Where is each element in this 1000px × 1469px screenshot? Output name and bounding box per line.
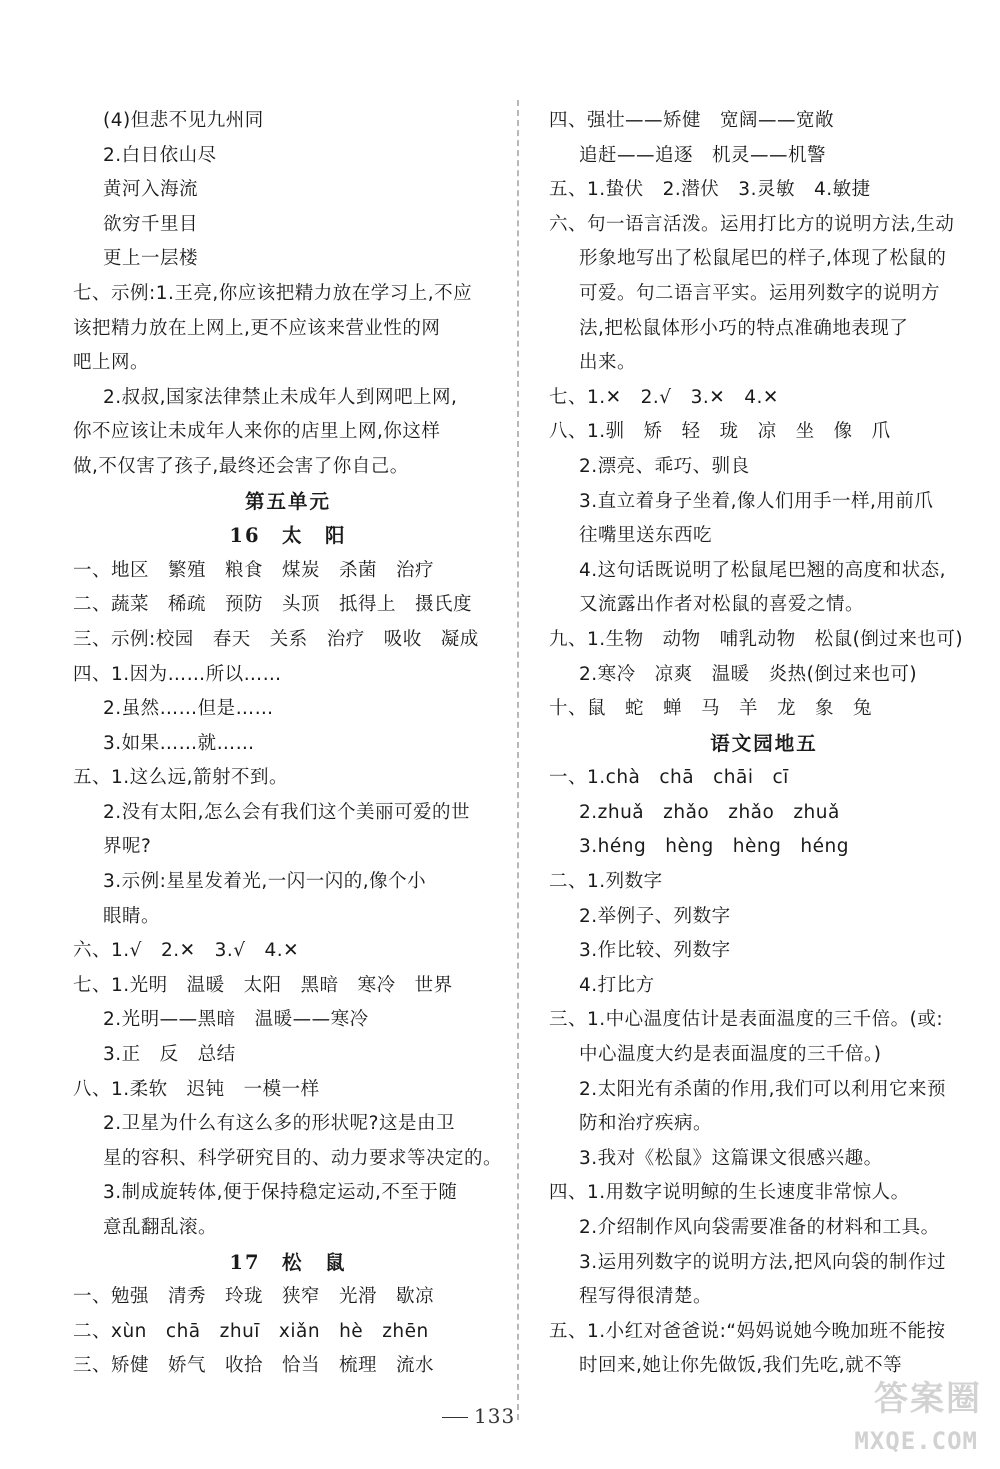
answer-line: 八、1.驯 矫 轻 珑 凉 坐 像 爪 [549, 421, 891, 443]
answer-line: 3.示例:星星发着光,一闪一闪的,像个小 [103, 871, 427, 893]
answer-line: 3.直立着身子坐着,像人们用手一样,用前爪 [579, 490, 934, 512]
answer-line: 吧上网。 [73, 352, 150, 374]
answer-line: 六、句一语言活泼。运用打比方的说明方法,生动 [549, 213, 955, 235]
answer-line: 更上一层楼 [103, 248, 199, 270]
answer-line: 六、1.√ 2.✕ 3.√ 4.✕ [73, 940, 300, 962]
answer-line: 2.叔叔,国家法律禁止未成年人到网吧上网, [103, 386, 458, 408]
answer-line: 界呢? [103, 836, 152, 858]
answer-line: (4)但悲不见九州同 [103, 110, 264, 131]
answer-line: 2.太阳光有杀菌的作用,我们可以利用它来预 [579, 1078, 947, 1100]
answer-line: 二、xùn chā zhuī xiǎn hè zhēn [73, 1320, 429, 1342]
watermark-logo [812, 1371, 982, 1455]
answer-line: 欲穷千里目 [103, 213, 199, 235]
answer-line: 3.作比较、列数字 [579, 940, 731, 962]
answer-line: 2.漂亮、乖巧、驯良 [579, 455, 750, 477]
answer-line: 三、矫健 娇气 收拾 恰当 梳理 流水 [73, 1355, 435, 1377]
answer-line: 三、示例:校园 春天 关系 治疗 吸收 凝成 [73, 628, 479, 650]
page-number-text: 133 [474, 1404, 516, 1428]
answer-line: 七、示例:1.王亮,你应该把精力放在学习上,不应 [73, 282, 473, 304]
section-heading: 语文园地五 [710, 731, 818, 755]
answer-line: 十、鼠 蛇 蝉 马 羊 龙 象 兔 [549, 698, 873, 720]
right-column [549, 104, 979, 1384]
watermark-bottom-text: MXQE.COM [854, 1427, 978, 1455]
answer-line: 眼睛。 [103, 905, 161, 927]
answer-line: 七、1.光明 温暖 太阳 黑暗 寒冷 世界 [73, 974, 453, 996]
answer-line: 出来。 [579, 352, 637, 374]
answer-line: 2.zhuǎ zhǎo zhǎo zhuǎ [579, 801, 840, 823]
column-divider [517, 100, 519, 1420]
answer-line: 2.虽然……但是…… [103, 698, 274, 720]
answer-line: 3.制成旋转体,便于保持稳定运动,不至于随 [103, 1182, 458, 1204]
answer-line: 你不应该让未成年人来你的店里上网,你这样 [73, 421, 441, 443]
page-number [442, 1404, 562, 1428]
answer-line: 追赶——追逐 机灵——机警 [579, 144, 827, 166]
answer-line: 时回来,她让你先做饭,我们先吃,就不等 [579, 1355, 903, 1377]
answer-line: 一、1.chà chā chāi cī [549, 767, 789, 789]
answer-line: 七、1.✕ 2.√ 3.✕ 4.✕ [549, 386, 779, 408]
answer-line: 往嘴里送东西吃 [579, 525, 713, 547]
answer-line: 3.正 反 总结 [103, 1044, 236, 1066]
answer-line: 2.白日依山尽 [103, 144, 217, 166]
answer-line: 2.卫星为什么有这么多的形状呢?这是由卫 [103, 1113, 455, 1135]
answer-line: 黄河入海流 [103, 179, 199, 201]
answer-line: 意乱翻乱滚。 [103, 1217, 218, 1238]
answer-line: 2.寒冷 凉爽 温暖 炎热(倒过来也可) [579, 663, 918, 685]
answer-line: 防和治疗疾病。 [579, 1113, 713, 1135]
answer-line: 2.介绍制作风向袋需要准备的材料和工具。 [579, 1217, 940, 1238]
left-column [73, 104, 503, 1384]
answer-line: 做,不仅害了孩子,最终还会害了你自己。 [73, 455, 409, 477]
answer-line: 4.这句话既说明了松鼠尾巴翘的高度和状态, [579, 559, 947, 581]
section-heading: 17 松 鼠 [229, 1250, 347, 1274]
answer-line: 3.我对《松鼠》这篇课文很感兴趣。 [579, 1147, 883, 1169]
section-heading: 16 太 阳 [229, 524, 347, 548]
answer-line: 3.如果……就…… [103, 732, 255, 754]
answer-line: 形象地写出了松鼠尾巴的样子,体现了松鼠的 [579, 248, 947, 270]
answer-line: 可爱。句二语言平实。运用列数字的说明方 [579, 282, 941, 304]
answer-line: 2.光明——黑暗 温暖——寒冷 [103, 1009, 369, 1031]
answer-line: 四、强壮——矫健 宽阔——宽敞 [549, 110, 835, 131]
answer-line: 程写得很清楚。 [579, 1286, 713, 1308]
answer-line: 三、1.中心温度估计是表面温度的三千倍。(或: [549, 1009, 944, 1031]
answer-line: 3.héng hèng hèng héng [579, 836, 849, 858]
answer-line: 八、1.柔软 迟钝 一模一样 [73, 1078, 320, 1100]
answer-line: 二、1.列数字 [549, 871, 663, 893]
answer-line: 中心温度大约是表面温度的三千倍。) [579, 1044, 882, 1066]
answer-line: 五、1.这么远,箭射不到。 [73, 767, 289, 789]
answer-line: 法,把松鼠体形小巧的特点准确地表现了 [579, 317, 909, 339]
answer-line: 2.举例子、列数字 [579, 905, 731, 927]
answer-line: 二、蔬菜 稀疏 预防 头顶 抵得上 摄氏度 [73, 594, 473, 616]
page-number-dash [442, 1417, 468, 1418]
answer-line: 星的容积、科学研究目的、动力要求等决定的。 [103, 1147, 503, 1169]
answer-line: 2.没有太阳,怎么会有我们这个美丽可爱的世 [103, 801, 471, 823]
answer-line: 九、1.生物 动物 哺乳动物 松鼠(倒过来也可) [549, 628, 964, 650]
answer-line: 4.打比方 [579, 974, 655, 996]
answer-line: 四、1.用数字说明鲸的生长速度非常惊人。 [549, 1182, 910, 1204]
answer-line: 一、地区 繁殖 粮食 煤炭 杀菌 治疗 [73, 559, 435, 581]
answer-line: 该把精力放在上网上,更不应该来营业性的网 [73, 317, 441, 339]
answer-line: 五、1.小红对爸爸说:“妈妈说她今晚加班不能按 [549, 1320, 946, 1342]
watermark-top-text: 答案圈 [874, 1379, 982, 1419]
section-heading: 第五单元 [244, 489, 331, 513]
answer-line: 3.运用列数字的说明方法,把风向袋的制作过 [579, 1251, 947, 1273]
answer-line: 一、勉强 清秀 玲珑 狭窄 光滑 歇凉 [73, 1286, 435, 1308]
answer-line: 五、1.蛰伏 2.潜伏 3.灵敏 4.敏捷 [549, 179, 871, 201]
answer-line: 四、1.因为……所以…… [73, 663, 282, 685]
answer-line: 又流露出作者对松鼠的喜爱之情。 [579, 594, 865, 616]
